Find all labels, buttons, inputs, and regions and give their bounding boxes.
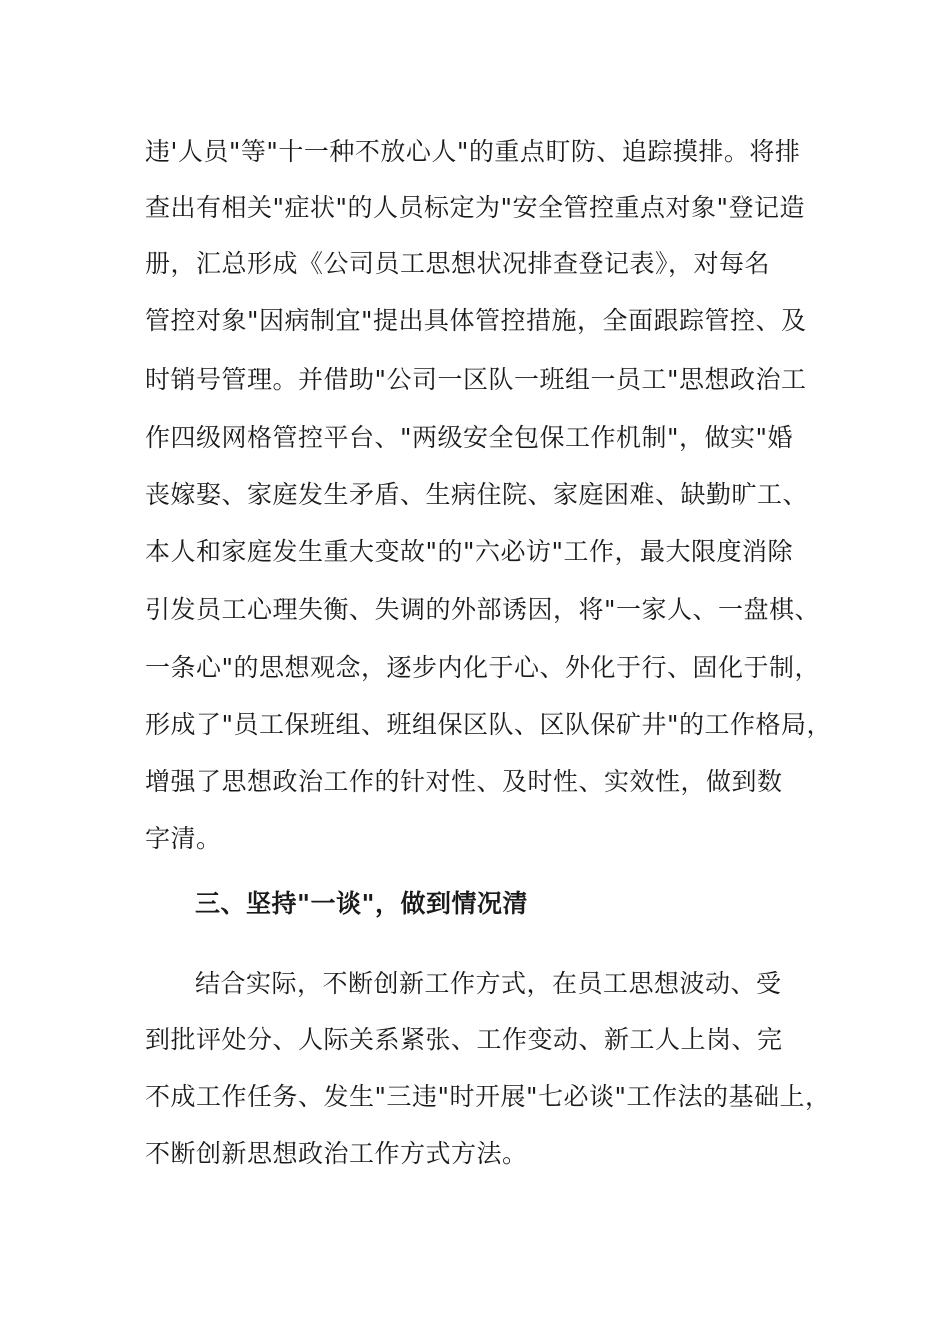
text-line: 不成工作任务、发生"三违"时开展"七必谈"工作法的基础上，	[145, 1082, 831, 1111]
text-line: 违'人员"等"十一种不放心人"的重点盯防、追踪摸排。将排	[145, 137, 801, 166]
text-line: 形成了"员工保班组、班组保区队、区队保矿井"的工作格局，	[145, 710, 833, 739]
text-line: 增强了思想政治工作的针对性、及时性、实效性，做到数	[145, 767, 783, 796]
text-line: 不断创新思想政治工作方式方法。	[145, 1139, 528, 1168]
text-line: 到批评处分、人际关系紧张、工作变动、新工人上岗、完	[145, 1025, 783, 1054]
text-line: 一条心"的思想观念，逐步内化于心、外化于行、固化于制，	[145, 653, 821, 682]
text-line: 册，汇总形成《公司员工思想状况排查登记表》，对每名	[145, 249, 771, 278]
text-line: 查出有相关"症状"的人员标定为"安全管控重点对象"登记造	[145, 193, 805, 222]
text-line: 作四级网格管控平台、"两级安全包保工作机制"，做实"婚	[145, 423, 793, 452]
section-heading: 三、坚持"一谈"，做到情况清	[195, 889, 529, 918]
text-line: 管控对象"因病制宜"提出具体管控措施，全面跟踪管控、及	[145, 306, 807, 335]
text-line: 结合实际，不断创新工作方式，在员工思想波动、受	[195, 969, 782, 998]
text-line: 本人和家庭发生重大变故"的"六必访"工作，最大限度消除	[145, 537, 793, 566]
text-line: 字清。	[145, 824, 222, 853]
text-line: 时销号管理。并借助"公司一区队一班组一员工"思想政治工	[145, 365, 807, 394]
text-line: 引发员工心理失衡、失调的外部诱因，将"一家人、一盘棋、	[145, 595, 821, 624]
text-line: 丧嫁娶、家庭发生矛盾、生病住院、家庭困难、缺勤旷工、	[145, 480, 809, 509]
